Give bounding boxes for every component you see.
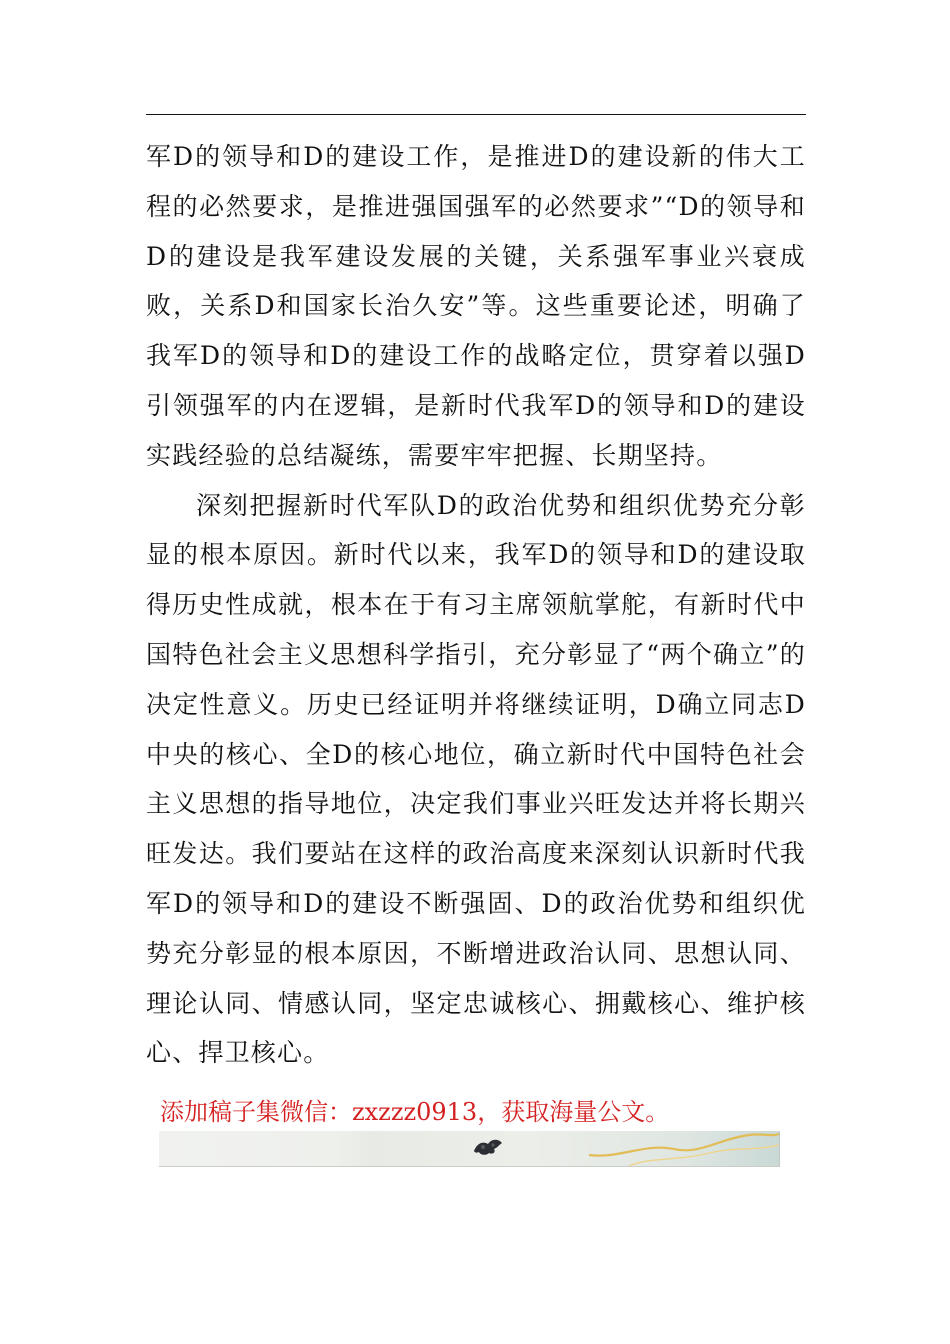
ink-blot-icon: [471, 1135, 505, 1157]
paragraph-continued: 军D的领导和D的建设工作，是推进D的建设新的伟大工程的必然要求，是推进强国强军的必然要求”“D的领导和D的建设是我军建设发展的关键，关系强军事业兴衰成败，关系D和国家长治久安”等。这些重要论述，明确了我军D的领导和D的建设工作的战略定位，贯穿着以强D引领强军的内在逻辑，是新时代我军D的领导和D的建设实践经验的总结凝练，需要牢牢把握、长期坚持。: [146, 142, 806, 470]
wechat-notice: 添加稿子集微信：zxzzz0913，获取海量公文。: [160, 1098, 670, 1126]
document-body: [146, 132, 806, 1078]
gold-swirl-decoration: [589, 1131, 779, 1166]
header-rule: [146, 114, 806, 115]
decorative-banner-image: [159, 1131, 780, 1167]
paragraph-root-cause: 深刻把握新时代军队D的政治优势和组织优势充分彰显的根本原因。新时代以来，我军D的领导和D的建设取得历史性成就，根本在于有习主席领航掌舵，有新时代中国特色社会主义思想科学指引，充分彰显了“两个确立”的决定性意义。历史已经证明并将继续证明，D确立同志D中央的核心、全D的核心地位，确立新时代中国特色社会主义思想的指导地位，决定我们事业兴旺发达并将长期兴旺发达。我们要站在这样的政治高度来深刻认识新时代我军D的领导和D的建设不断强固、D的政治优势和组织优势充分彰显的根本原因，不断增进政治认同、思想认同、理论认同、情感认同，坚定忠诚核心、拥戴核心、维护核心、捍卫核心。: [146, 490, 806, 1068]
